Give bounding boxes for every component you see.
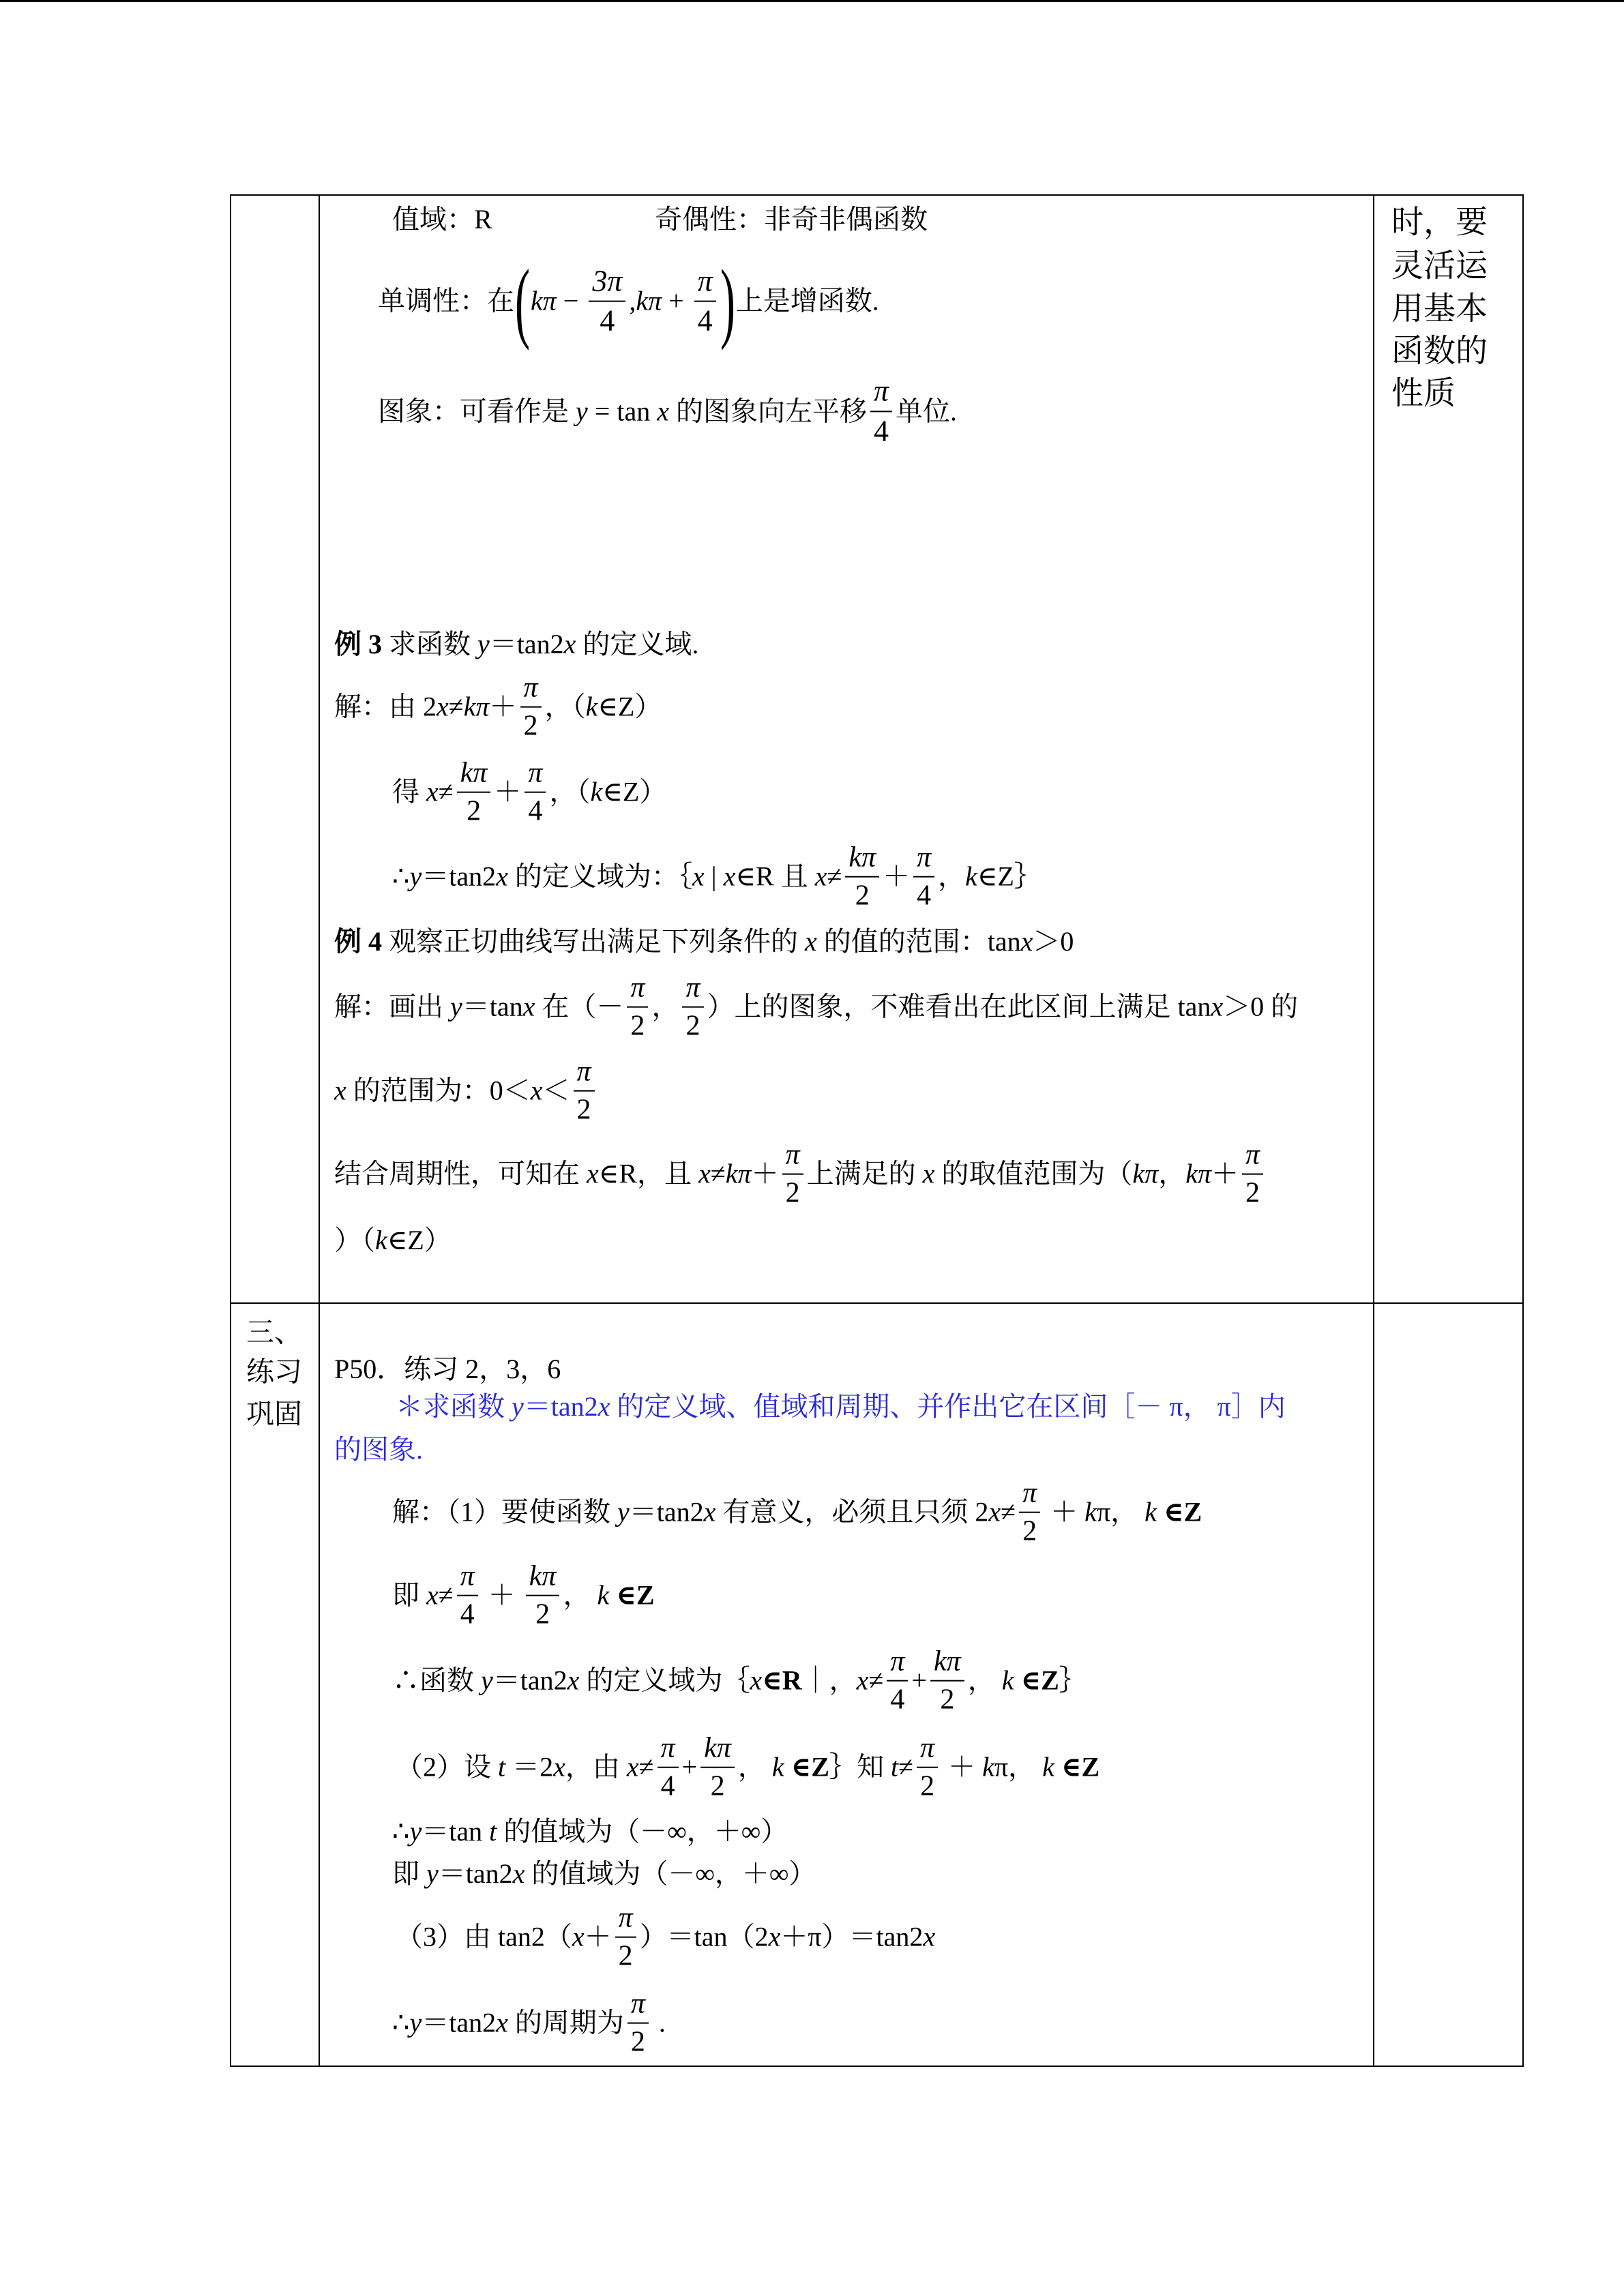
fraction-denominator: 2 (630, 2027, 645, 2058)
graph-line (378, 374, 957, 448)
example4-title (334, 925, 1074, 958)
text-segment: ＜ (542, 1075, 570, 1106)
fraction (782, 1139, 803, 1210)
text-segment: ∈Z） (602, 777, 667, 807)
math-variable: x (496, 861, 508, 892)
fraction-numerator: kπ (845, 841, 879, 878)
example3-title (334, 628, 698, 661)
domain-result (392, 1645, 1087, 1717)
math-variable: kπ (1185, 1159, 1211, 1189)
fraction-denominator: 2 (535, 1599, 550, 1630)
math-variable: x (563, 629, 576, 659)
fraction (913, 841, 934, 913)
exercise-reference (334, 1353, 561, 1386)
fraction-denominator: 4 (600, 304, 615, 338)
math-variable: k (771, 1752, 784, 1783)
text-segment: ＋ (883, 861, 911, 892)
fraction-numerator: 3π (589, 264, 625, 302)
math-variable: x (587, 1159, 599, 1189)
fraction-denominator: 2 (576, 1094, 591, 1126)
text-segment: ）（ (334, 1225, 375, 1255)
exercise-task (396, 1390, 1286, 1423)
math-variable: y (477, 629, 490, 659)
fraction-denominator: 2 (1022, 1516, 1037, 1547)
text-segment: π， (994, 1752, 1043, 1783)
column-divider (1373, 194, 1374, 2067)
text-segment: ＝2 (505, 1752, 554, 1783)
text-segment: + (681, 1752, 698, 1783)
fraction-denominator: 2 (855, 880, 870, 912)
fraction-numerator: π (574, 1056, 595, 1092)
text-segment: 值域：R (392, 204, 492, 235)
text-segment: 的值的范围：tan (816, 926, 1021, 957)
side-note-line: 性质 (1391, 376, 1456, 412)
text-segment: + (911, 1665, 927, 1696)
fraction (457, 1560, 478, 1632)
text-segment: ）上的图象，不难看出在此区间上满足 tan (707, 992, 1211, 1022)
math-variable: y (617, 1497, 630, 1527)
text-segment: 解：画出 (334, 992, 450, 1022)
text-segment: 即 (392, 1858, 426, 1889)
text-segment: ＊求函数 (396, 1391, 512, 1422)
math-variable: x (856, 1665, 869, 1696)
big-parenthesis: ) (720, 250, 735, 351)
section-label: 三、 (246, 1316, 302, 1348)
text-segment: ≠ (868, 1665, 884, 1696)
math-variable: x (922, 1159, 935, 1189)
section-label: 巩固 (246, 1398, 302, 1430)
math-variable: x (572, 1922, 585, 1952)
math-variable: kπ (636, 286, 662, 316)
fraction-denominator: 2 (920, 1771, 935, 1802)
math-variable: kπ (1132, 1159, 1159, 1189)
math-variable: x (698, 1159, 711, 1189)
text-segment: π， (1096, 1497, 1145, 1527)
range-line (392, 203, 492, 236)
fraction (615, 1902, 636, 1973)
text-segment: ＝tan (462, 992, 523, 1022)
text-segment: （2）设 (396, 1752, 498, 1783)
math-variable: t (498, 1752, 506, 1783)
text-segment: ＝tan2 (438, 1858, 513, 1889)
text-segment: ＋ (489, 691, 517, 722)
text-segment: 的定义域、值域和周期、并作出它在区间［－ π， π］内 (610, 1391, 1286, 1422)
math-variable: k (597, 1580, 610, 1611)
math-variable: x (750, 1665, 763, 1696)
text-segment: ，（ (549, 777, 591, 807)
table-left-border (230, 194, 231, 2067)
side-note-line: 时，要 (1391, 205, 1488, 241)
math-variable: x (1211, 992, 1224, 1022)
example4-step (334, 972, 1298, 1043)
text-segment: ≠ (710, 1159, 726, 1189)
math-variable: x (437, 691, 449, 722)
period-result (392, 1988, 666, 2059)
example4-step (334, 1139, 1267, 1210)
text-segment: | (704, 861, 724, 892)
side-note-line: 函数的 (1391, 333, 1488, 370)
fraction (574, 1056, 595, 1127)
math-variable: x (496, 2008, 508, 2038)
fraction-numerator: kπ (930, 1645, 964, 1682)
text-segment: 的定义域为｛ (579, 1665, 750, 1696)
fraction-denominator: 2 (940, 1684, 955, 1716)
text-segment: P50．练习 2，3，6 (334, 1354, 561, 1384)
text-segment: ≠ (438, 1580, 454, 1611)
text-segment: ≠ (898, 1752, 914, 1783)
text-segment: ∴ (392, 2008, 410, 2038)
range-step (392, 1815, 788, 1848)
fraction-denominator: 2 (710, 1771, 725, 1802)
table-top-border (230, 194, 1524, 196)
text-segment: . (651, 2008, 666, 2038)
text-segment: ）＝tan（2 (639, 1922, 769, 1952)
fraction (627, 972, 648, 1043)
fraction-numerator: π (1242, 1139, 1263, 1175)
fraction-numerator: π (917, 1732, 938, 1768)
monotonicity-line (378, 250, 879, 351)
section-label: 练习 (246, 1356, 302, 1388)
text-segment: ＋ (494, 777, 522, 807)
text-segment: 奇偶性：非奇非偶函数 (655, 204, 928, 235)
math-variable: x (530, 1075, 543, 1106)
fraction (589, 264, 625, 338)
math-variable: k (375, 1225, 387, 1255)
math-variable: x (553, 1752, 565, 1783)
text-segment: ， (651, 992, 679, 1022)
side-note-line: 用基本 (1391, 291, 1488, 327)
fraction-denominator: 4 (697, 304, 713, 338)
fraction-numerator: π (913, 841, 934, 878)
fraction-numerator: kπ (457, 757, 491, 793)
math-variable: y (450, 992, 462, 1022)
text-segment: ＝tan2 (422, 861, 497, 892)
row-divider (230, 1302, 1524, 1304)
side-note-line: 灵活运 (1391, 248, 1488, 284)
math-variable: x (657, 396, 669, 426)
bold-text: ∈Z (1014, 1665, 1059, 1696)
fraction (917, 1732, 938, 1804)
math-variable: x (597, 1391, 610, 1422)
text-segment: 的图象. (334, 1434, 423, 1465)
page-top-border (0, 0, 1624, 2)
text-segment: ， (737, 1752, 772, 1783)
fraction-numerator: π (782, 1139, 803, 1175)
fraction-denominator: 4 (528, 796, 543, 827)
example3-step (392, 757, 666, 829)
text-segment: ∈Z） (387, 1225, 452, 1255)
text-segment: ≠ (827, 861, 842, 892)
math-variable: k (585, 691, 598, 722)
math-variable: kπ (530, 286, 557, 316)
text-segment: ＝tan2 (523, 1391, 598, 1422)
text-segment: 解：由 2 (334, 691, 437, 722)
math-variable: kπ (725, 1159, 752, 1189)
text-segment: （3）由 tan2（ (396, 1922, 572, 1952)
fraction (700, 1732, 735, 1804)
fraction-numerator: π (615, 1902, 636, 1938)
column-divider (319, 194, 320, 2067)
fraction-numerator: kπ (526, 1560, 560, 1596)
math-variable: x (1020, 926, 1033, 957)
fraction-numerator: π (1019, 1477, 1040, 1513)
text-segment: ， (563, 1580, 597, 1611)
text-segment: ， (938, 861, 966, 892)
fraction-numerator: π (682, 972, 703, 1008)
math-variable: k (982, 1752, 994, 1783)
text-segment: ＝tan (422, 1816, 490, 1847)
text-segment: 的值域为（－∞，＋∞） (497, 1816, 788, 1847)
fraction (1019, 1477, 1040, 1549)
fraction-numerator: π (658, 1732, 679, 1768)
text-segment: ∈R，且 (598, 1159, 699, 1189)
solution-step (392, 1560, 655, 1632)
fraction-numerator: kπ (700, 1732, 735, 1768)
math-variable: x (334, 1075, 346, 1106)
text-segment: ∴ (392, 1816, 410, 1847)
math-variable: x (426, 1580, 439, 1611)
math-variable: k (1001, 1665, 1014, 1696)
fraction-denominator: 2 (467, 796, 482, 827)
math-variable: y (481, 1665, 493, 1696)
fraction (694, 264, 716, 338)
math-variable: x (988, 1497, 1001, 1527)
fraction-denominator: 2 (785, 1178, 800, 1209)
fraction-denominator: 4 (660, 1771, 675, 1802)
text-segment: 求函数 (382, 629, 477, 659)
text-segment: 在（－ (535, 992, 624, 1022)
fraction (658, 1732, 679, 1804)
text-segment: ＝tan2 (489, 629, 564, 659)
fraction (520, 672, 542, 743)
parity-line (655, 203, 928, 236)
math-variable: x (692, 861, 705, 892)
table-right-border (1522, 194, 1524, 2067)
fraction-numerator: π (525, 757, 546, 793)
solution-step (396, 1732, 1099, 1804)
example4-step (334, 1056, 598, 1127)
math-variable: y (576, 396, 588, 426)
example3-step (334, 672, 662, 743)
fraction (1242, 1139, 1263, 1210)
math-variable: x (626, 1752, 639, 1783)
text-segment: 的值域为（－∞，＋∞） (525, 1858, 816, 1889)
text-segment: 即 (392, 1580, 426, 1611)
text-segment: ，（ (544, 691, 586, 722)
fraction (887, 1645, 908, 1717)
math-variable: k (965, 861, 977, 892)
math-variable: x (723, 861, 736, 892)
text-segment: ＋ (481, 1580, 522, 1611)
math-variable: k (1084, 1497, 1097, 1527)
text-segment: − (556, 286, 586, 316)
solution-step (396, 1902, 935, 1973)
text-segment: ≠ (1001, 1497, 1016, 1527)
text-segment: ∈Z） (597, 691, 662, 722)
text-segment: ＋π）＝tan2 (780, 1922, 924, 1952)
text-segment: 的定义域. (576, 629, 699, 659)
math-variable: y (409, 2008, 422, 2038)
text-segment: ＋ (751, 1159, 779, 1189)
fraction-numerator: π (627, 972, 648, 1008)
text-segment: 的范围为：0＜ (346, 1075, 531, 1106)
text-segment: 有意义，必须且只须 2 (715, 1497, 989, 1527)
fraction-denominator: 4 (873, 414, 889, 447)
math-variable: y (409, 1816, 422, 1847)
math-variable: x (703, 1497, 716, 1527)
text-segment: ∴ (392, 861, 410, 892)
fraction (526, 1560, 560, 1632)
fraction-denominator: 4 (917, 880, 932, 912)
math-variable: k (1042, 1752, 1054, 1783)
text-segment: 上是增函数. (735, 286, 879, 316)
fraction (930, 1645, 964, 1717)
text-segment: 单调性：在 (378, 286, 514, 316)
text-segment: 结合周期性，可知在 (334, 1159, 587, 1189)
fraction-denominator: 2 (523, 711, 538, 742)
text-segment: ｝ (1059, 1665, 1087, 1696)
fraction (525, 757, 546, 829)
fraction (870, 374, 892, 448)
math-variable: y (512, 1391, 524, 1422)
math-variable: k (590, 777, 603, 807)
bold-text: ∈Z (609, 1580, 655, 1611)
fraction-numerator: π (870, 374, 892, 412)
text-segment: ＞0 的 (1223, 992, 1299, 1022)
text-segment: ∈Z｝ (977, 861, 1042, 892)
fraction (845, 841, 879, 913)
text-segment: 的定义域为：｛ (507, 861, 692, 892)
fraction-denominator: 2 (630, 1011, 645, 1042)
fraction-numerator: π (887, 1645, 908, 1682)
bold-text: ∈Z (1156, 1497, 1202, 1527)
math-variable: x (426, 777, 439, 807)
fraction (682, 972, 703, 1043)
math-variable: t (489, 1816, 497, 1847)
math-variable: x (522, 992, 535, 1022)
fraction-numerator: π (628, 1988, 649, 2024)
exercise-task (334, 1433, 423, 1466)
big-parenthesis: ( (514, 250, 530, 351)
text-segment: ≠ (438, 777, 454, 807)
bold-text: 例 3 (334, 629, 382, 659)
fraction-numerator: π (694, 264, 716, 302)
fraction (457, 757, 491, 829)
solution-step (392, 1477, 1202, 1549)
bold-text: ∈Z (1054, 1752, 1100, 1783)
text-segment: 单位. (896, 396, 958, 426)
text-segment: ＝tan2 (422, 2008, 497, 2038)
text-segment: 的取值范围为（ (934, 1159, 1133, 1189)
text-segment: ， (967, 1665, 1002, 1696)
math-variable: x (512, 1858, 525, 1889)
text-segment: ， (1158, 1159, 1186, 1189)
math-variable: x (923, 1922, 936, 1952)
text-segment: ∈R 且 (735, 861, 815, 892)
text-segment: 解：（1）要使函数 (392, 1497, 617, 1527)
text-segment: ，由 (565, 1752, 627, 1783)
text-segment: ＝tan2 (629, 1497, 704, 1527)
math-variable: x (768, 1922, 781, 1952)
text-segment: + (662, 286, 691, 316)
text-segment: ｝知 (829, 1752, 891, 1783)
math-variable: kπ (463, 691, 490, 722)
math-variable: y (409, 861, 422, 892)
math-variable: x (814, 861, 827, 892)
fraction-numerator: π (520, 672, 542, 708)
math-variable: t (890, 1752, 899, 1783)
text-segment: ＋ (584, 1922, 612, 1952)
bold-text: ∈R (762, 1665, 802, 1696)
bold-text: 例 4 (334, 926, 382, 957)
fraction-denominator: 4 (890, 1684, 905, 1716)
math-variable: k (1145, 1497, 1157, 1527)
text-segment: 观察正切曲线写出满足下列条件的 (382, 926, 805, 957)
table-bottom-border (230, 2066, 1524, 2067)
math-variable: y (426, 1858, 439, 1889)
fraction-denominator: 4 (460, 1599, 475, 1630)
bold-text: ∈Z (784, 1752, 829, 1783)
text-segment: ＋ (1044, 1497, 1085, 1527)
math-variable: x (567, 1665, 580, 1696)
fraction-numerator: π (457, 1560, 478, 1596)
example3-result (392, 841, 1042, 913)
math-variable: x (805, 926, 817, 957)
text-segment: ＞0 (1033, 926, 1074, 957)
text-segment: ≠ (638, 1752, 654, 1783)
text-segment: 上满足的 (806, 1159, 923, 1189)
text-segment: ＋ (941, 1752, 983, 1783)
text-segment: ｜， (801, 1665, 857, 1696)
text-segment: ＋ (1211, 1159, 1239, 1189)
text-segment: 图象：可看作是 (378, 396, 576, 426)
text-segment: 的图象向左平移 (668, 396, 867, 426)
text-segment: 的周期为 (507, 2008, 624, 2038)
text-segment: ＝tan2 (492, 1665, 567, 1696)
text-segment: = tan (587, 396, 658, 426)
example4-step (334, 1224, 452, 1257)
text-segment: ∴函数 (392, 1665, 481, 1696)
text-segment: , (629, 286, 636, 316)
fraction-denominator: 2 (1245, 1178, 1260, 1209)
fraction (628, 1988, 649, 2059)
fraction-denominator: 2 (685, 1011, 700, 1042)
text-segment: 得 (392, 777, 426, 807)
range-result (392, 1858, 816, 1890)
text-segment: ≠ (448, 691, 464, 722)
fraction-denominator: 2 (618, 1941, 633, 1972)
